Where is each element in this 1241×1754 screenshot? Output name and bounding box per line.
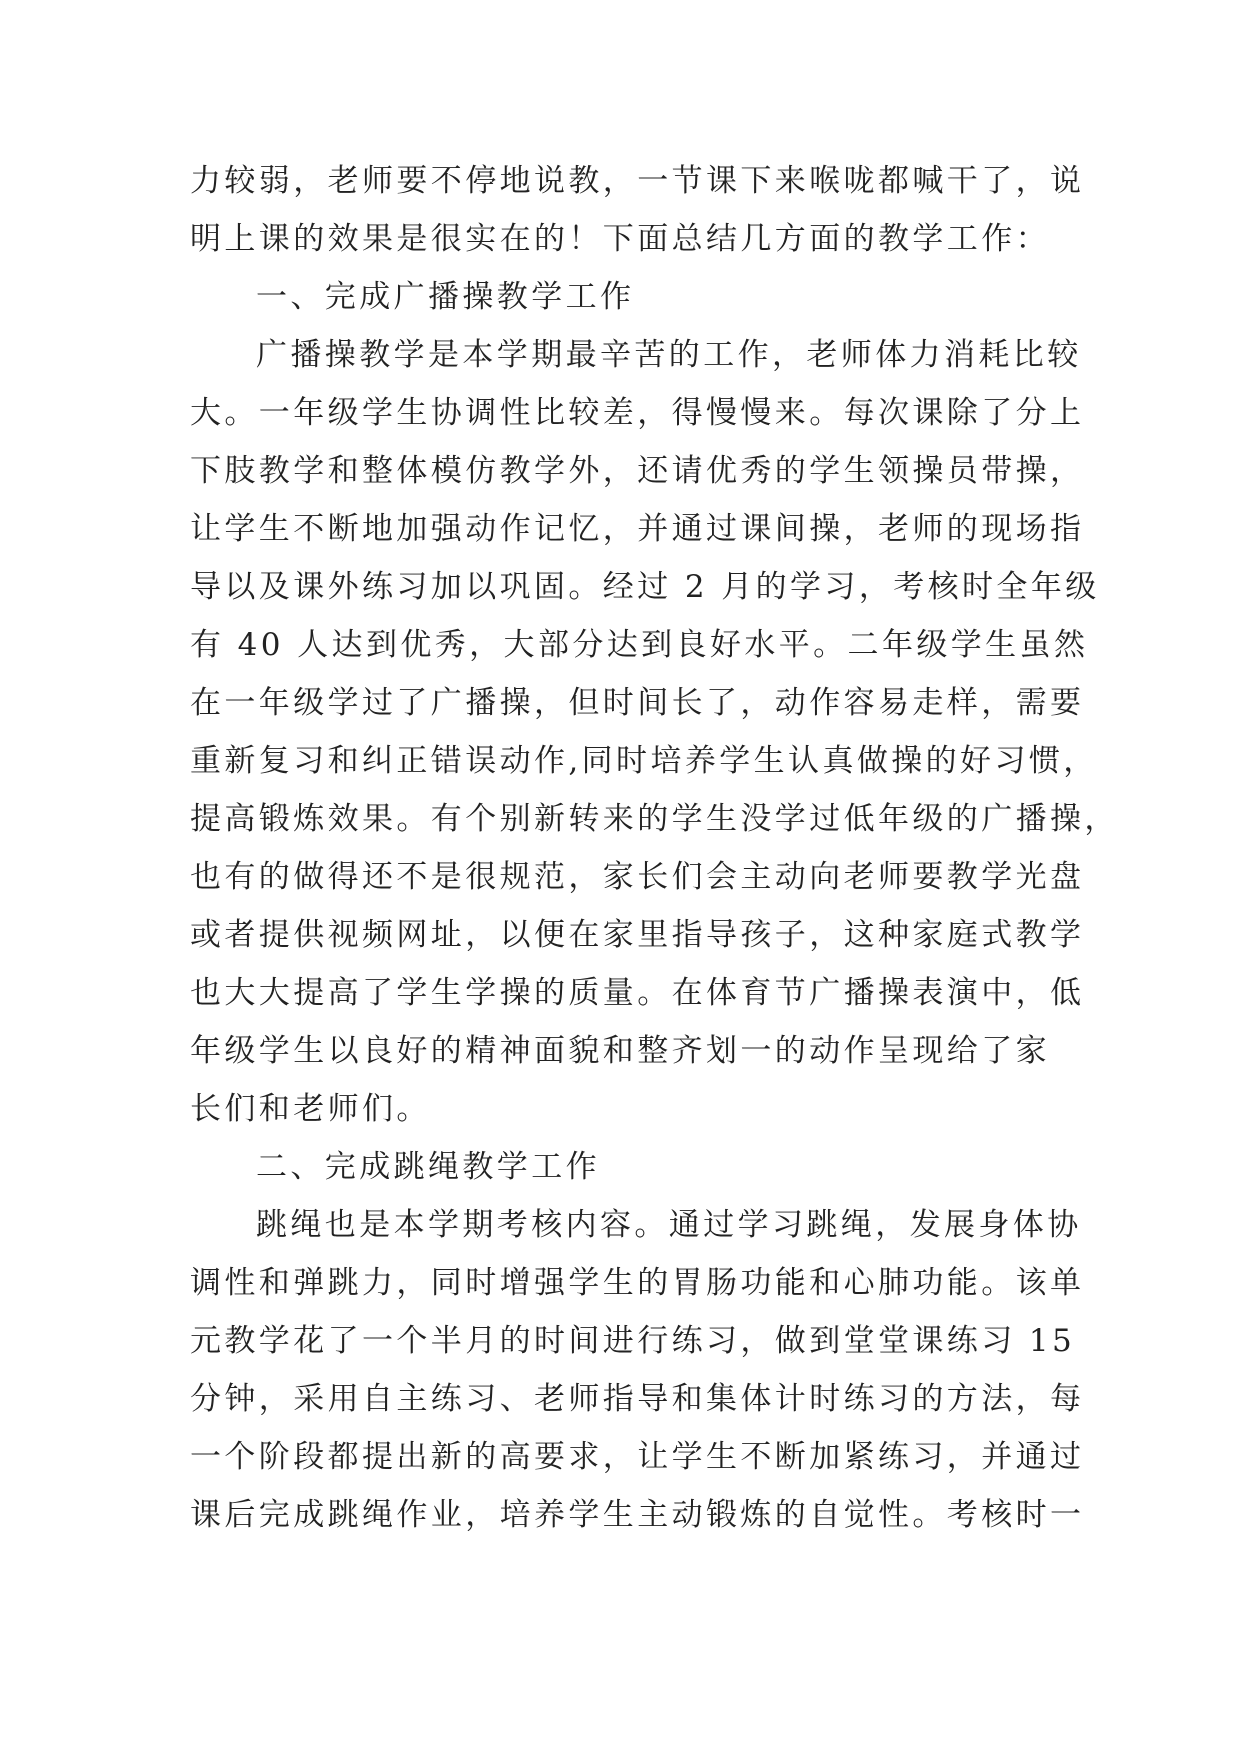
text-line: 下肢教学和整体模仿教学外，还请优秀的学生领操员带操， <box>190 453 1085 489</box>
text-line: 长们和老师们。 <box>190 1091 431 1127</box>
text-line: 让学生不断地加强动作记忆，并通过课间操，老师的现场指 <box>190 511 1085 547</box>
text-line: 在一年级学过了广播操，但时间长了，动作容易走样，需要 <box>190 685 1085 721</box>
text-line: 力较弱，老师要不停地说教，一节课下来喉咙都喊干了，说 <box>190 163 1085 199</box>
text-line: 元教学花了一个半月的时间进行练习，做到堂堂课练习 15 <box>190 1323 1076 1359</box>
text-line: 明上课的效果是很实在的！下面总结几方面的教学工作： <box>190 221 1050 257</box>
document-body <box>190 152 1119 1544</box>
text-line: 年级学生以良好的精神面貌和整齐划一的动作呈现给了家 <box>190 1033 1050 1069</box>
text-line: 分钟，采用自主练习、老师指导和集体计时练习的方法，每 <box>190 1381 1085 1417</box>
text-line: 提高锻炼效果。有个别新转来的学生没学过低年级的广播操， <box>190 801 1119 837</box>
text-line: 一个阶段都提出新的高要求，让学生不断加紧练习，并通过 <box>190 1439 1085 1475</box>
text-line: 调性和弹跳力，同时增强学生的胃肠功能和心肺功能。该单 <box>190 1265 1085 1301</box>
text-line: 有 40 人达到优秀，大部分达到良好水平。二年级学生虽然 <box>190 627 1089 663</box>
text-line: 广播操教学是本学期最辛苦的工作，老师体力消耗比较 <box>256 337 1082 373</box>
text-line: 课后完成跳绳作业，培养学生主动锻炼的自觉性。考核时一 <box>190 1497 1085 1533</box>
text-line: 也有的做得还不是很规范，家长们会主动向老师要教学光盘 <box>190 859 1085 895</box>
text-line: 也大大提高了学生学操的质量。在体育节广播操表演中，低 <box>190 975 1085 1011</box>
text-line: 重新复习和纠正错误动作,同时培养学生认真做操的好习惯， <box>190 743 1098 779</box>
text-line: 跳绳也是本学期考核内容。通过学习跳绳，发展身体协 <box>256 1207 1082 1243</box>
section-heading: 二、完成跳绳教学工作 <box>256 1149 600 1185</box>
text-line: 大。一年级学生协调性比较差，得慢慢来。每次课除了分上 <box>190 395 1085 431</box>
text-line: 或者提供视频网址，以便在家里指导孩子，这种家庭式教学 <box>190 917 1085 953</box>
section-heading: 一、完成广播操教学工作 <box>256 279 635 315</box>
text-line: 导以及课外练习加以巩固。经过 2 月的学习，考核时全年级 <box>190 569 1100 605</box>
